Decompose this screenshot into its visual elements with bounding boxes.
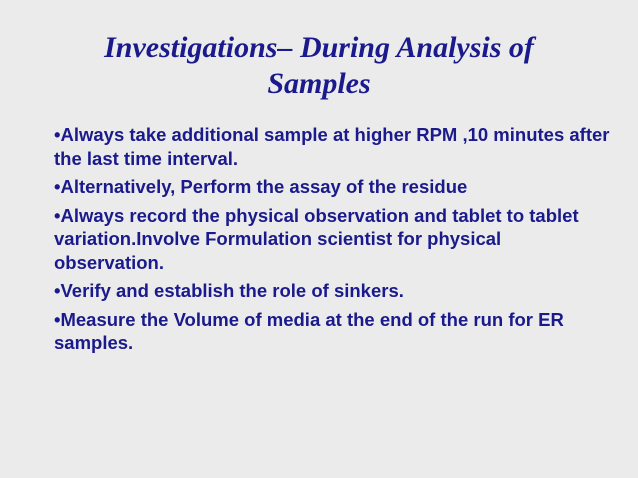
bullet-icon: •: [54, 204, 61, 226]
slide-title-line-2: Samples: [267, 67, 371, 100]
bullet-icon: •: [54, 176, 61, 197]
bullet-icon: •: [54, 280, 61, 301]
bullet-text: Always record the physical observation and tablet to tablet variation.Involve Formulation scientist for physical observation.: [54, 204, 579, 273]
bullet-list: [54, 123, 614, 360]
bullet-text: Alternatively, Perform the assay of the residue: [60, 176, 468, 197]
bullet-icon: •: [54, 308, 61, 330]
bullet-icon: •: [54, 124, 61, 145]
bullet-item: [54, 204, 614, 275]
bullet-item: [54, 175, 614, 199]
bullet-text: Measure the Volume of media at the end of the run for ER samples.: [54, 308, 564, 353]
bullet-item: [54, 308, 614, 355]
bullet-item: [54, 123, 614, 170]
bullet-text: Verify and establish the role of sinkers.: [60, 280, 404, 301]
slide-title: [40, 30, 598, 102]
slide-title-line-1: Investigations– During Analysis of: [104, 31, 534, 64]
bullet-text: Always take additional sample at higher RPM ,10 minutes after the last time interval.: [54, 124, 610, 169]
bullet-item: [54, 279, 614, 303]
